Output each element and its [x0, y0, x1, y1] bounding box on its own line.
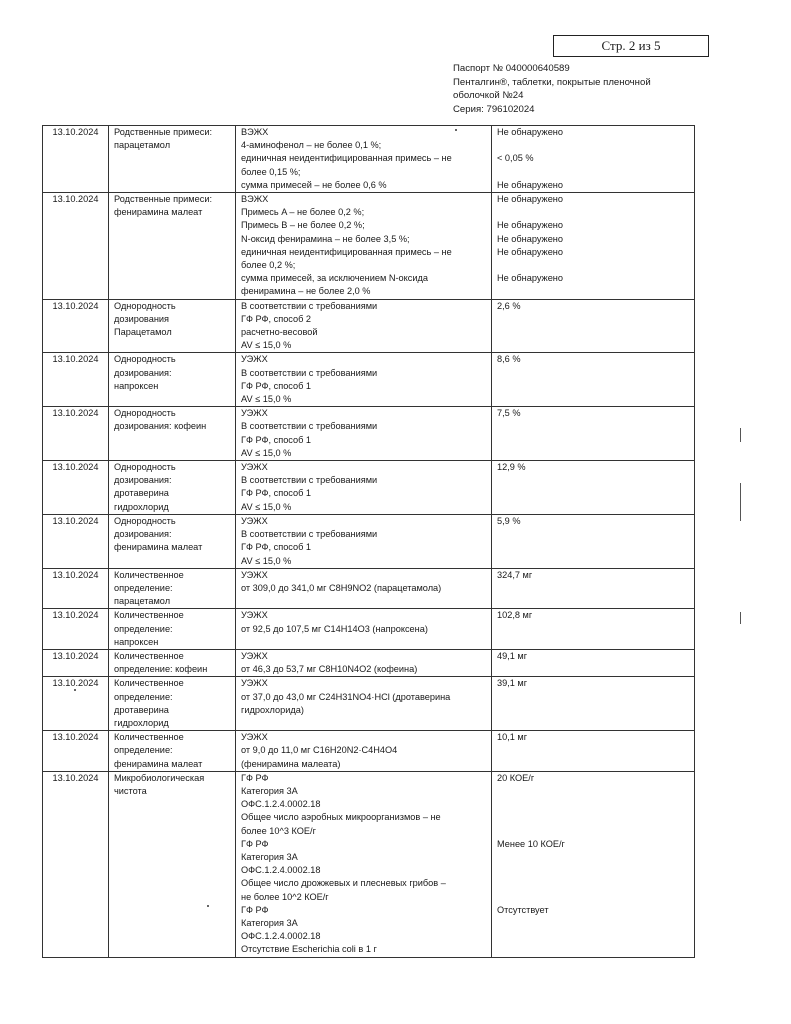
test-name-line: Количественное — [114, 610, 184, 621]
method-line: Отсутствие Escherichia coli в 1 г — [241, 944, 377, 955]
test-name-cell — [109, 407, 236, 461]
test-name-cell — [109, 771, 236, 957]
method-line: сумма примесей, за исключением N-оксида — [241, 273, 428, 284]
result-line — [497, 139, 690, 152]
test-name-line: определение: — [114, 582, 173, 593]
test-name-line: парацетамол — [114, 596, 171, 607]
method-cell — [236, 407, 492, 461]
result-line — [497, 166, 690, 179]
result-line — [497, 891, 690, 904]
test-name-line: гидрохлорид — [114, 501, 169, 512]
date-cell — [43, 649, 109, 676]
date-cell — [43, 609, 109, 650]
method-line: от 309,0 до 341,0 мг C8H9NO2 (парацетамола) — [241, 582, 442, 593]
method-line: от 9,0 до 11,0 мг C16H20N2·C4H4O4 — [241, 745, 398, 756]
scan-dot — [74, 689, 76, 691]
date-cell — [43, 731, 109, 772]
method-line: ГФ РФ — [241, 904, 269, 915]
scan-mark — [740, 612, 741, 624]
result-cell — [492, 353, 695, 407]
table-row — [43, 126, 695, 193]
method-line: ОФС.1.2.4.0002.18 — [241, 931, 321, 942]
test-name-line: дозирования: — [114, 529, 172, 540]
method-line: ГФ РФ, способ 1 — [241, 542, 312, 553]
table-row — [43, 609, 695, 650]
method-line: N-оксид фенирамина – не более 3,5 %; — [241, 233, 410, 244]
test-name-line: гидрохлорид — [114, 717, 169, 728]
test-name-cell — [109, 568, 236, 609]
method-line: более 0,15 %; — [241, 166, 301, 177]
method-line: расчетно-весовой — [241, 327, 318, 338]
test-name-line: дозирования: — [114, 475, 172, 486]
method-line: Категория 3А — [241, 917, 298, 928]
table-row — [43, 461, 695, 515]
result-line — [497, 811, 690, 824]
result-line: 39,1 мг — [497, 678, 528, 689]
method-line: от 92,5 до 107,5 мг C14H14O3 (напроксена) — [241, 623, 428, 634]
test-name-line: Однородность — [114, 408, 176, 419]
result-line — [497, 285, 690, 298]
date-cell — [43, 568, 109, 609]
method-line: (фенирамина малеата) — [241, 758, 341, 769]
result-cell — [492, 514, 695, 568]
test-name-line: парацетамол — [114, 140, 171, 151]
result-line: Не обнаружено — [497, 220, 563, 231]
test-name-line: определение: — [114, 745, 173, 756]
test-date: 13.10.2024 — [52, 462, 99, 473]
date-cell — [43, 407, 109, 461]
test-name-line: определение: — [114, 691, 173, 702]
test-name-line: дозирования: кофеин — [114, 421, 207, 432]
result-line — [497, 930, 690, 943]
method-line: AV ≤ 15,0 % — [241, 555, 292, 566]
method-cell — [236, 299, 492, 353]
method-line: УЭЖХ — [241, 515, 268, 526]
page-number-box — [553, 35, 709, 57]
table-row — [43, 731, 695, 772]
method-line: единичная неидентифицированная примесь – не — [241, 246, 452, 257]
method-cell — [236, 568, 492, 609]
method-line: ГФ РФ, способ 1 — [241, 488, 312, 499]
result-cell — [492, 568, 695, 609]
result-line: Менее 10 КОЕ/г — [497, 838, 565, 849]
test-name-line: напроксен — [114, 636, 159, 647]
test-date: 13.10.2024 — [52, 678, 99, 689]
result-line: 7,5 % — [497, 408, 521, 419]
result-line: Не обнаружено — [497, 179, 563, 190]
test-name-cell — [109, 649, 236, 676]
result-line: 2,6 % — [497, 300, 521, 311]
result-line: < 0,05 % — [497, 153, 534, 164]
result-line: 20 КОЕ/г — [497, 772, 535, 783]
table-row — [43, 353, 695, 407]
result-cell — [492, 126, 695, 193]
test-name-cell — [109, 677, 236, 731]
test-name-line: фенирамина малеат — [114, 542, 203, 553]
test-name-line: дозирования — [114, 313, 169, 324]
method-line: В соответствии с требованиями — [241, 367, 378, 378]
method-line: УЭЖХ — [241, 732, 268, 743]
date-cell — [43, 461, 109, 515]
method-line: AV ≤ 15,0 % — [241, 394, 292, 405]
method-cell — [236, 193, 492, 300]
method-line: сумма примесей – не более 0,6 % — [241, 179, 387, 190]
method-line: более 10^3 КОЕ/г — [241, 825, 316, 836]
method-line: В соответствии с требованиями — [241, 421, 378, 432]
method-line: Примесь B – не более 0,2 %; — [241, 220, 365, 231]
batch-number: Серия: 796102024 — [453, 103, 535, 115]
method-line: гидрохлорида) — [241, 704, 304, 715]
result-cell — [492, 609, 695, 650]
result-line: Не обнаружено — [497, 194, 563, 205]
method-cell — [236, 771, 492, 957]
result-line — [497, 864, 690, 877]
method-line: В соответствии с требованиями — [241, 475, 378, 486]
method-cell — [236, 126, 492, 193]
result-line — [497, 259, 690, 272]
method-line: ГФ РФ, способ 2 — [241, 313, 312, 324]
method-line: ВЭЖХ — [241, 194, 269, 205]
date-cell — [43, 193, 109, 300]
scan-mark — [740, 428, 741, 442]
passport-number: Паспорт № 040000640589 — [453, 63, 570, 74]
test-name-line: Количественное — [114, 732, 184, 743]
method-line: фенирамина – не более 2,0 % — [241, 286, 371, 297]
test-date: 13.10.2024 — [52, 772, 99, 783]
method-line: не более 10^2 КОЕ/г — [241, 891, 329, 902]
scan-dot — [455, 129, 457, 131]
test-date: 13.10.2024 — [52, 194, 99, 205]
test-name-line: определение: — [114, 623, 173, 634]
result-line: 8,6 % — [497, 354, 521, 365]
product-name: Пенталгин®, таблетки, покрытые пленочной — [453, 76, 651, 88]
test-name-line: Однородность — [114, 515, 176, 526]
result-line: 102,8 мг — [497, 610, 533, 621]
method-line: ГФ РФ — [241, 772, 269, 783]
result-cell — [492, 299, 695, 353]
method-line: ГФ РФ, способ 1 — [241, 380, 312, 391]
test-name-line: Парацетамол — [114, 327, 172, 338]
test-date: 13.10.2024 — [52, 408, 99, 419]
test-name-line: Количественное — [114, 569, 184, 580]
result-line — [497, 798, 690, 811]
test-date: 13.10.2024 — [52, 127, 99, 137]
result-line — [497, 943, 690, 956]
method-line: единичная неидентифицированная примесь – не — [241, 153, 452, 164]
test-name-line: определение: кофеин — [114, 664, 208, 675]
method-line: Общее число дрожжевых и плесневых грибов – — [241, 878, 446, 889]
test-name-cell — [109, 461, 236, 515]
method-line: ОФС.1.2.4.0002.18 — [241, 799, 321, 810]
method-line: 4-аминофенол – не более 0,1 %; — [241, 140, 382, 151]
result-line: 49,1 мг — [497, 650, 528, 661]
result-line: Не обнаружено — [497, 273, 563, 284]
test-name-cell — [109, 514, 236, 568]
method-line: Категория 3А — [241, 785, 298, 796]
test-name-line: Родственные примеси: — [114, 127, 213, 137]
test-name-cell — [109, 731, 236, 772]
method-line: AV ≤ 15,0 % — [241, 447, 292, 458]
test-name-cell — [109, 126, 236, 193]
result-cell — [492, 461, 695, 515]
product-form: оболочкой №24 — [453, 90, 524, 102]
test-name-line: Однородность — [114, 354, 176, 365]
test-name-cell — [109, 609, 236, 650]
test-name-cell — [109, 299, 236, 353]
test-date: 13.10.2024 — [52, 610, 99, 621]
method-line: УЭЖХ — [241, 462, 268, 473]
date-cell — [43, 514, 109, 568]
method-cell — [236, 649, 492, 676]
result-line — [497, 917, 690, 930]
method-line: от 37,0 до 43,0 мг C24H31NO4·HCl (дротаверина — [241, 691, 451, 702]
method-line: УЭЖХ — [241, 408, 268, 419]
test-name-line: фенирамина малеат — [114, 207, 203, 218]
method-line: ГФ РФ, способ 1 — [241, 434, 312, 445]
result-line: Не обнаружено — [497, 246, 563, 257]
test-name-line: Родственные примеси: — [114, 194, 213, 205]
method-line: В соответствии с требованиями — [241, 300, 378, 311]
test-date: 13.10.2024 — [52, 732, 99, 743]
method-cell — [236, 353, 492, 407]
method-line: УЭЖХ — [241, 610, 268, 621]
result-cell — [492, 193, 695, 300]
table-row — [43, 193, 695, 300]
date-cell — [43, 677, 109, 731]
test-name-line: дротаверина — [114, 704, 169, 715]
result-line: 12,9 % — [497, 462, 526, 473]
method-line: Примесь A – не более 0,2 %; — [241, 207, 365, 218]
result-line: Не обнаружено — [497, 127, 563, 137]
test-date: 13.10.2024 — [52, 354, 99, 365]
method-line: УЭЖХ — [241, 354, 268, 365]
method-line: Общее число аэробных микроорганизмов – не — [241, 812, 441, 823]
passport-block — [453, 62, 753, 116]
scan-mark — [740, 497, 741, 521]
test-name-cell — [109, 353, 236, 407]
scan-dot — [207, 905, 209, 907]
test-name-line: Микробиологическая — [114, 772, 205, 783]
method-line: ГФ РФ — [241, 838, 269, 849]
result-line — [497, 206, 690, 219]
date-cell — [43, 771, 109, 957]
result-line: Не обнаружено — [497, 233, 563, 244]
page-number: Стр. 2 из 5 — [601, 38, 661, 53]
result-cell — [492, 771, 695, 957]
test-name-line: Количественное — [114, 650, 184, 661]
result-cell — [492, 677, 695, 731]
test-date: 13.10.2024 — [52, 650, 99, 661]
method-line: AV ≤ 15,0 % — [241, 501, 292, 512]
test-date: 13.10.2024 — [52, 515, 99, 526]
method-line: ОФС.1.2.4.0002.18 — [241, 865, 321, 876]
result-cell — [492, 731, 695, 772]
result-line — [497, 785, 690, 798]
result-line — [497, 825, 690, 838]
test-name-cell — [109, 193, 236, 300]
table-row — [43, 649, 695, 676]
table-row — [43, 299, 695, 353]
table-row — [43, 568, 695, 609]
result-line — [497, 851, 690, 864]
test-name-line: Однородность — [114, 300, 176, 311]
test-date: 13.10.2024 — [52, 300, 99, 311]
table-row — [43, 677, 695, 731]
specification-table — [42, 125, 695, 958]
table-row — [43, 771, 695, 957]
test-name-line: Количественное — [114, 678, 184, 689]
test-name-line: дозирования: — [114, 367, 172, 378]
table-row — [43, 407, 695, 461]
method-line: УЭЖХ — [241, 678, 268, 689]
test-name-line: фенирамина малеат — [114, 758, 203, 769]
method-line: УЭЖХ — [241, 569, 268, 580]
test-name-line: Однородность — [114, 462, 176, 473]
method-line: В соответствии с требованиями — [241, 529, 378, 540]
result-line: 5,9 % — [497, 515, 521, 526]
date-cell — [43, 353, 109, 407]
method-line: от 46,3 до 53,7 мг C8H10N4O2 (кофеина) — [241, 664, 418, 675]
result-line: Отсутствует — [497, 904, 549, 915]
test-name-line: напроксен — [114, 380, 159, 391]
result-line: 324,7 мг — [497, 569, 533, 580]
date-cell — [43, 299, 109, 353]
scan-mark — [740, 483, 741, 497]
method-line: AV ≤ 15,0 % — [241, 340, 292, 351]
method-cell — [236, 514, 492, 568]
method-line: более 0,2 %; — [241, 260, 296, 271]
test-date: 13.10.2024 — [52, 569, 99, 580]
table-row — [43, 514, 695, 568]
method-line: Категория 3А — [241, 851, 298, 862]
method-cell — [236, 609, 492, 650]
method-line: ВЭЖХ — [241, 127, 269, 137]
result-line: 10,1 мг — [497, 732, 528, 743]
method-cell — [236, 731, 492, 772]
result-line — [497, 877, 690, 890]
method-cell — [236, 677, 492, 731]
result-cell — [492, 649, 695, 676]
result-cell — [492, 407, 695, 461]
method-line: УЭЖХ — [241, 650, 268, 661]
test-name-line: чистота — [114, 785, 147, 796]
method-cell — [236, 461, 492, 515]
date-cell — [43, 126, 109, 193]
test-name-line: дротаверина — [114, 488, 169, 499]
